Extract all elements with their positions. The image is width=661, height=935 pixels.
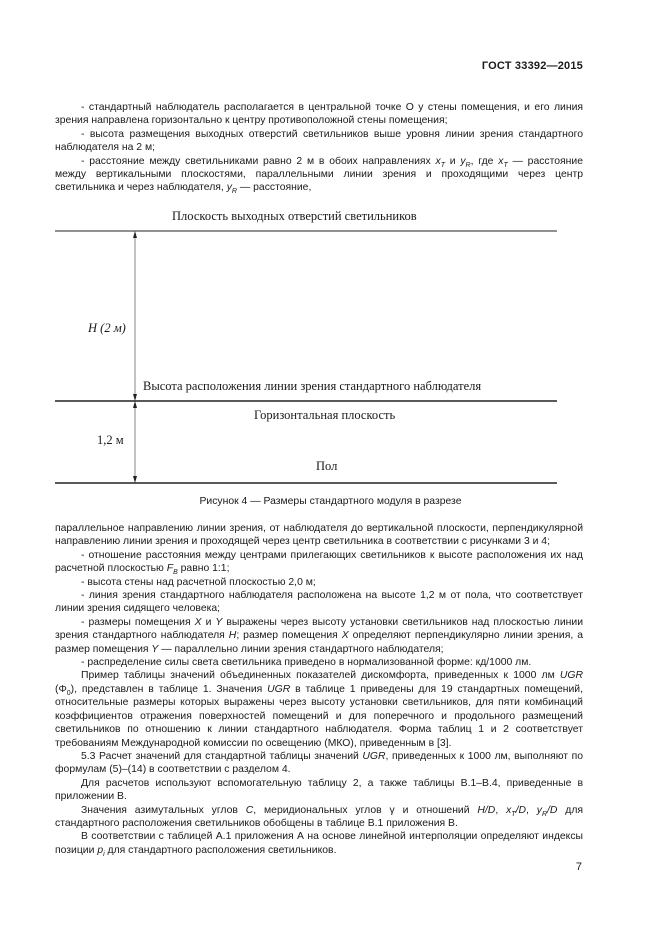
text-run: — расстояние,: [236, 182, 312, 194]
text-run: T: [440, 161, 445, 169]
body-paragraph-2: [55, 549, 583, 576]
body-text-block: [55, 522, 583, 857]
text-run: В соответствии с таблицей А.1 приложения А на основе линейной интерполяции определяют индексы позиции: [55, 831, 583, 856]
text-run: y: [226, 182, 232, 194]
text-run: для стандартного расположения светильников.: [104, 844, 337, 856]
text-run: H (2 м): [88, 321, 126, 335]
body-paragraph-1: параллельное направлению линии зрения, от наблюдателя до вертикальной плоскости, перпендикулярной направлению линии зрения и проходящей через центр светильника в соответствии с рисунками 3 и 4;: [55, 523, 583, 548]
luminaire-plane-label: Плоскость выходных отверстий светильников: [172, 209, 417, 223]
var-y: Y: [215, 616, 223, 628]
text-run: x: [506, 804, 512, 816]
page-number: 7: [575, 861, 582, 873]
text-run: p: [97, 844, 104, 856]
text-run: Пример таблицы значений объединенных показателей дискомфорта, приведенных к 1000 лм: [81, 670, 560, 682]
text-run: и: [201, 616, 216, 628]
text-run: /D: [547, 804, 558, 816]
var-h: H: [228, 630, 237, 642]
height-arrow-top: [133, 231, 137, 238]
var-yrd: [537, 805, 558, 816]
height-label: [88, 322, 126, 335]
body-paragraph-5: [55, 616, 583, 656]
eye-height-arrow-bottom: [133, 476, 137, 483]
var-c: C: [245, 804, 254, 816]
var-x: X: [194, 616, 202, 628]
body-paragraph-9: Для расчетов используют вспомогательную таблицу 2, а также таблицы В.1–В.4, приведенные в приложении В.: [55, 777, 583, 803]
body-paragraph-3: - высота стены над расчетной плоскостью 2,0 м;: [81, 576, 316, 588]
text-run: i: [103, 850, 105, 858]
var-xtd: [506, 805, 526, 816]
text-run: — расстояние между вертикальными плоскостями, параллельными линии зрения и проходящими через центр светильника и через наблюдателя,: [55, 155, 583, 194]
eye-height-label: 1,2 м: [97, 433, 124, 447]
text-run: - отношение расстояния между центрами прилегающих светильников к высоте расположения их над расчетной плоскостью: [55, 549, 583, 575]
text-run: в таблице 1 приведены для 19 стандартных помещений, относительные размеры которых выражены через высоту установки светильников, для пяти комбинаций коэффициентов отражения поверхностей помещений и для поперечного и продольного размещений светильников по отношению к линии стандартного наблюдателя. Форма таблиц 1 и 2 соответствует требованиям Международной комиссии по освещению (МКО), приведенным в [3].: [55, 683, 583, 749]
text-run: Значения азимутальных углов: [81, 804, 246, 816]
var-ugr-3: UGR: [362, 750, 386, 762]
text-run: R: [231, 188, 237, 196]
text-run: T: [503, 161, 508, 169]
text-run: , приведенных к 1000 лм, выполняют по формулам (5)–(14) в соответствии с разделом 4.: [55, 750, 583, 776]
text-run: ,: [495, 804, 507, 816]
text-run: x: [435, 155, 441, 167]
text-run: для стандартного расположения светильников обобщены в таблице В.1 приложения В.: [55, 804, 584, 829]
var-ugr: UGR: [559, 670, 583, 682]
intro-paragraph-1: - стандартный наблюдатель располагается в центральной точке О у стены помещения, и его линия зрения направлена горизонтально к центру противоположной стены помещения;: [55, 102, 583, 127]
body-paragraph-11: [55, 830, 583, 857]
text-run: , где: [470, 155, 499, 167]
text-run: 5.3 Расчет значений для стандартной таблицы значений: [81, 750, 363, 762]
figure-caption: Рисунок 4 — Размеры стандартного модуля в разрезе: [199, 496, 462, 507]
text-run: ; размер помещения: [236, 630, 342, 642]
text-run: x: [498, 155, 504, 167]
text-run: 0: [66, 689, 71, 697]
text-run: T: [511, 810, 516, 818]
text-run: ), представлен в таблице 1. Значения: [70, 683, 268, 695]
sight-line-label: Высота расположения линии зрения стандартного наблюдателя: [143, 379, 482, 393]
text-run: равно 1:1;: [177, 563, 230, 575]
body-paragraph-10: [55, 804, 583, 831]
var-fb: [166, 563, 178, 577]
body-paragraph-8: [55, 750, 583, 777]
text-run: — параллельно линии зрения стандартного наблюдателя;: [158, 643, 444, 655]
floor-label: Пол: [316, 459, 338, 473]
var-x-2: X: [341, 630, 349, 642]
text-run: ,: [525, 804, 537, 816]
text-run: R: [465, 161, 471, 169]
height-arrow-bottom: [133, 394, 137, 401]
var-ugr-2: UGR: [267, 683, 291, 695]
text-run: y: [460, 155, 466, 167]
text-run: - расстояние между светильниками равно 2 м в обоих направлениях: [81, 155, 436, 167]
eye-height-arrow-top: [133, 401, 137, 408]
text-run: , меридиональных углов γ и отношений: [253, 804, 478, 816]
body-paragraph-4: - линия зрения стандартного наблюдателя расположена на высоте 1,2 м от пола, что соответствует линии зрения сидящего человека;: [55, 590, 583, 615]
var-pi: [97, 845, 104, 856]
horizontal-plane-label: Горизонтальная плоскость: [254, 408, 396, 422]
text-run: /D: [515, 804, 526, 816]
var-y-2: Y: [151, 643, 159, 655]
text-run: R: [541, 810, 547, 818]
text-run: F: [166, 563, 174, 575]
text-run: B: [173, 569, 178, 577]
document-code-header: ГОСТ 33392—2015: [481, 60, 583, 72]
var-hd: H/D: [477, 804, 496, 816]
text-run: y: [536, 804, 542, 816]
intro-paragraph-2: - высота размещения выходных отверстий светильников выше уровня линии зрения стандартного наблюдателя на 2 м;: [55, 128, 583, 154]
text-run: и: [444, 155, 461, 167]
text-run: выражены через высоту установки светильников над плоскостью линии зрения стандартного наблюдателя: [55, 616, 584, 642]
text-run: - размеры помещения: [81, 616, 195, 628]
text-run: (Φ: [55, 683, 67, 695]
body-paragraph-6: - распределение силы света светильника приведено в нормализованной форме: кд/1000 лм.: [81, 657, 532, 669]
text-run: определяют перпендикулярно линии зрения, а размер помещения: [55, 630, 583, 655]
body-paragraph-7: [55, 669, 583, 749]
